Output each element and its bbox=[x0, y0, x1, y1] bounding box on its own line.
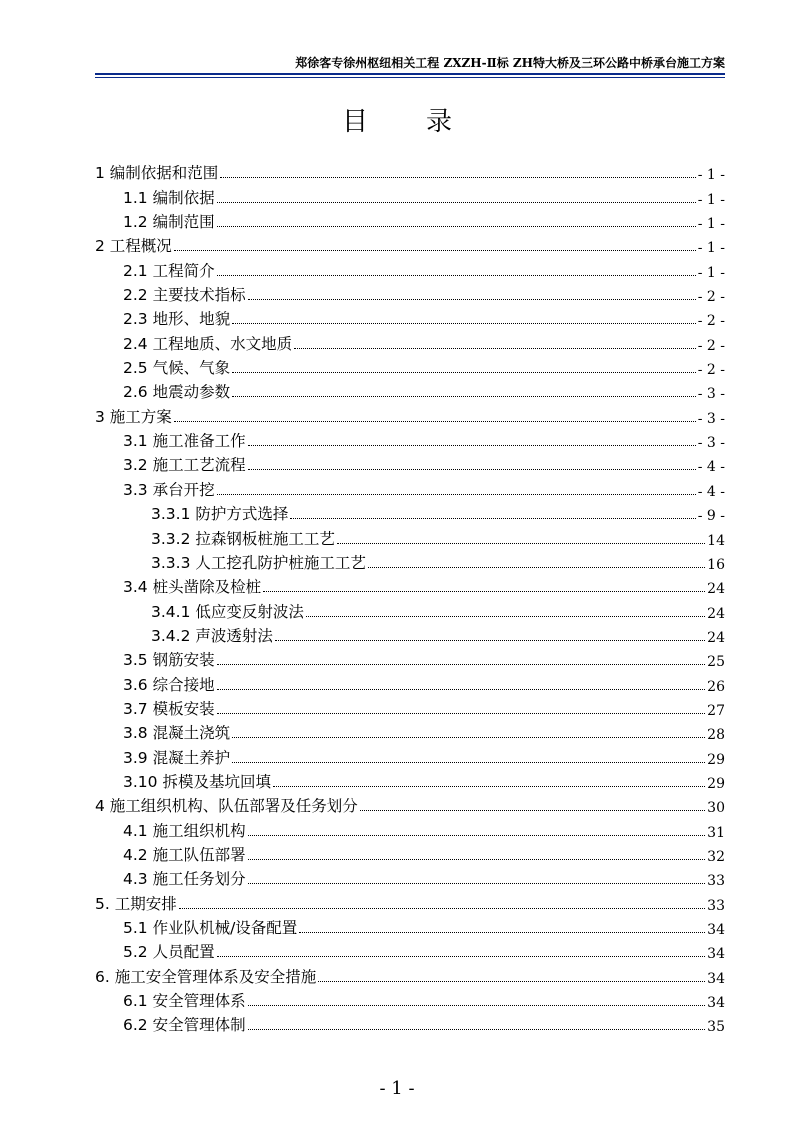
toc-entry-label: 6.2 安全管理体制 bbox=[123, 1016, 246, 1035]
toc-entry[interactable] bbox=[95, 208, 725, 232]
toc-entry[interactable] bbox=[95, 622, 725, 646]
header-rule bbox=[95, 73, 725, 75]
toc-entry-page: - 1 - bbox=[697, 167, 725, 184]
toc-entry-page: 16 bbox=[707, 556, 725, 573]
toc-entry-label: 3.6 综合接地 bbox=[123, 675, 215, 694]
toc-dot-leader bbox=[217, 956, 706, 957]
header-rule-thin bbox=[95, 77, 725, 78]
toc-dot-leader bbox=[217, 689, 706, 690]
toc-entry[interactable] bbox=[95, 962, 725, 986]
toc-entry[interactable] bbox=[95, 889, 725, 913]
toc-entry-label: 6.1 安全管理体系 bbox=[123, 992, 246, 1011]
toc-dot-leader bbox=[179, 908, 705, 909]
toc-entry[interactable] bbox=[95, 670, 725, 694]
toc-entry-page: - 4 - bbox=[697, 483, 725, 500]
toc-entry-label: 6. 施工安全管理体系及安全措施 bbox=[95, 967, 317, 986]
toc-dot-leader bbox=[220, 177, 695, 178]
toc-dot-leader bbox=[217, 275, 696, 276]
toc-entry-page: 29 bbox=[707, 751, 725, 768]
toc-entry[interactable] bbox=[95, 329, 725, 353]
toc-entry[interactable] bbox=[95, 232, 725, 256]
toc-entry-page: 24 bbox=[707, 581, 725, 598]
toc-dot-leader bbox=[232, 323, 696, 324]
toc-dot-leader bbox=[360, 810, 705, 811]
toc-entry-page: - 1 - bbox=[697, 264, 725, 281]
toc-entry[interactable] bbox=[95, 281, 725, 305]
toc-entry-label: 3.4 桩头凿除及检桩 bbox=[123, 578, 262, 597]
toc-dot-leader bbox=[273, 786, 705, 787]
toc-entry[interactable] bbox=[95, 987, 725, 1011]
toc-entry[interactable] bbox=[95, 500, 725, 524]
toc-entry-label: 4.3 施工任务划分 bbox=[123, 870, 246, 889]
toc-entry[interactable] bbox=[95, 816, 725, 840]
toc-dot-leader bbox=[217, 494, 696, 495]
toc-entry-page: - 3 - bbox=[697, 435, 725, 452]
running-header: 郑徐客专徐州枢纽相关工程 ZXZH-Ⅱ标 ZH特大桥及三环公路中桥承台施工方案 bbox=[295, 56, 725, 70]
toc-entry-page: 34 bbox=[707, 946, 725, 963]
toc-entry[interactable] bbox=[95, 159, 725, 183]
toc-entry-label: 5. 工期安排 bbox=[95, 894, 177, 913]
toc-dot-leader bbox=[248, 883, 706, 884]
toc-entry-label: 2.1 工程简介 bbox=[123, 261, 215, 280]
toc-entry-page: - 4 - bbox=[697, 459, 725, 476]
toc-dot-leader bbox=[217, 226, 696, 227]
toc-entry-label: 3.2 施工工艺流程 bbox=[123, 456, 246, 475]
toc-entry-label: 4 施工组织机构、队伍部署及任务划分 bbox=[95, 797, 358, 816]
toc-entry-page: - 2 - bbox=[697, 362, 725, 379]
toc-entry[interactable] bbox=[95, 402, 725, 426]
toc-dot-leader bbox=[232, 737, 705, 738]
toc-dot-leader bbox=[337, 543, 705, 544]
toc-entry[interactable] bbox=[95, 378, 725, 402]
toc-entry[interactable] bbox=[95, 938, 725, 962]
toc-dot-leader bbox=[318, 981, 705, 982]
toc-title: 目录 bbox=[341, 107, 510, 137]
toc-entry-page: 34 bbox=[707, 970, 725, 987]
toc-entry[interactable] bbox=[95, 451, 725, 475]
toc-entry-page: 31 bbox=[707, 824, 725, 841]
toc-entry[interactable] bbox=[95, 549, 725, 573]
toc-entry-label: 4.2 施工队伍部署 bbox=[123, 845, 246, 864]
toc-entry-page: - 1 - bbox=[697, 240, 725, 257]
toc-dot-leader bbox=[174, 421, 696, 422]
toc-entry-page: 32 bbox=[707, 848, 725, 865]
toc-dot-leader bbox=[248, 859, 706, 860]
toc-entry[interactable] bbox=[95, 305, 725, 329]
toc-entry-label: 2.2 主要技术指标 bbox=[123, 286, 246, 305]
toc-entry-label: 3 施工方案 bbox=[95, 407, 172, 426]
toc-entry-label: 3.4.2 声波透射法 bbox=[151, 626, 273, 645]
toc-entry-label: 5.2 人员配置 bbox=[123, 943, 215, 962]
toc-entry-page: - 2 - bbox=[697, 313, 725, 330]
toc-entry-page: 28 bbox=[707, 727, 725, 744]
toc-dot-leader bbox=[306, 616, 705, 617]
toc-entry[interactable] bbox=[95, 743, 725, 767]
toc-dot-leader bbox=[248, 445, 696, 446]
toc-entry[interactable] bbox=[95, 768, 725, 792]
toc-dot-leader bbox=[275, 640, 705, 641]
toc-dot-leader bbox=[248, 299, 696, 300]
toc-dot-leader bbox=[232, 372, 696, 373]
toc-entry-page: - 2 - bbox=[697, 337, 725, 354]
toc-entry-label: 3.3.2 拉森钢板桩施工工艺 bbox=[151, 529, 335, 548]
toc-entry-page: 33 bbox=[707, 873, 725, 890]
toc-dot-leader bbox=[217, 202, 696, 203]
toc-entry-label: 3.3 承台开挖 bbox=[123, 480, 215, 499]
toc-entry-page: - 1 - bbox=[697, 191, 725, 208]
toc-entry[interactable] bbox=[95, 573, 725, 597]
toc-entry-page: 27 bbox=[707, 702, 725, 719]
toc-dot-leader bbox=[294, 348, 696, 349]
toc-entry-label: 2.4 工程地质、水文地质 bbox=[123, 334, 293, 353]
toc-dot-leader bbox=[299, 932, 705, 933]
toc-entry[interactable] bbox=[95, 475, 725, 499]
toc-dot-leader bbox=[232, 396, 696, 397]
toc-dot-leader bbox=[290, 518, 695, 519]
toc-entry[interactable] bbox=[95, 865, 725, 889]
toc-entry-label: 4.1 施工组织机构 bbox=[123, 821, 246, 840]
toc-dot-leader bbox=[174, 250, 696, 251]
toc-entry[interactable] bbox=[95, 695, 725, 719]
toc-entry-label: 2.5 气候、气象 bbox=[123, 359, 231, 378]
toc-dot-leader bbox=[263, 591, 705, 592]
toc-entry-page: 30 bbox=[707, 800, 725, 817]
toc-entry-label: 2.3 地形、地貌 bbox=[123, 310, 231, 329]
page-number: - 1 - bbox=[379, 1078, 415, 1099]
toc-entry-page: 24 bbox=[707, 629, 725, 646]
toc-entry-label: 2 工程概况 bbox=[95, 237, 172, 256]
toc-entry-label: 2.6 地震动参数 bbox=[123, 383, 231, 402]
toc-entry-page: 24 bbox=[707, 605, 725, 622]
toc-entry[interactable] bbox=[95, 597, 725, 621]
toc-entry[interactable] bbox=[95, 183, 725, 207]
toc-entry-label: 3.8 混凝土浇筑 bbox=[123, 724, 231, 743]
toc-entry-page: - 2 - bbox=[697, 289, 725, 306]
toc-entry[interactable] bbox=[95, 646, 725, 670]
toc-entry[interactable] bbox=[95, 792, 725, 816]
toc-entry-label: 3.5 钢筋安装 bbox=[123, 651, 215, 670]
toc-entry-label: 1.2 编制范围 bbox=[123, 213, 215, 232]
toc-entry-page: 29 bbox=[707, 775, 725, 792]
toc-entry-page: 35 bbox=[707, 1019, 725, 1036]
toc-entry-page: 14 bbox=[707, 532, 725, 549]
toc-entry[interactable] bbox=[95, 719, 725, 743]
toc-entry[interactable] bbox=[95, 524, 725, 548]
toc-entry-label: 3.1 施工准备工作 bbox=[123, 432, 246, 451]
toc-entry-page: - 1 - bbox=[697, 216, 725, 233]
toc-entry[interactable] bbox=[95, 354, 725, 378]
toc-entry-label: 1.1 编制依据 bbox=[123, 188, 215, 207]
toc-entry-label: 3.7 模板安装 bbox=[123, 699, 215, 718]
toc-dot-leader bbox=[248, 469, 696, 470]
toc-entry-page: 25 bbox=[707, 654, 725, 671]
toc-dot-leader bbox=[217, 664, 706, 665]
toc-entry-label: 1 编制依据和范围 bbox=[95, 164, 219, 183]
toc-dot-leader bbox=[248, 835, 706, 836]
toc-entry[interactable] bbox=[95, 256, 725, 280]
toc-entry-page: 26 bbox=[707, 678, 725, 695]
toc-entry[interactable] bbox=[95, 841, 725, 865]
toc-entry-page: - 3 - bbox=[697, 386, 725, 403]
toc-dot-leader bbox=[248, 1029, 706, 1030]
toc-entry-label: 3.10 拆模及基坑回填 bbox=[123, 772, 271, 791]
toc-entry-page: 34 bbox=[707, 995, 725, 1012]
toc-entry[interactable] bbox=[95, 427, 725, 451]
toc-entry-page: 34 bbox=[707, 922, 725, 938]
toc-entry-page: 33 bbox=[707, 897, 725, 914]
toc-entry-label: 3.9 混凝土养护 bbox=[123, 748, 231, 767]
toc-dot-leader bbox=[232, 762, 705, 763]
toc-entry-label: 3.3.3 人工挖孔防护桩施工工艺 bbox=[151, 553, 366, 572]
toc-entry-page: - 9 - bbox=[697, 508, 725, 525]
toc-entry-label: 5.1 作业队机械/设备配置 bbox=[123, 919, 298, 937]
toc-entry-label: 3.4.1 低应变反射波法 bbox=[151, 602, 304, 621]
toc-entry[interactable] bbox=[95, 1011, 725, 1035]
toc-dot-leader bbox=[248, 1005, 706, 1006]
toc-dot-leader bbox=[217, 713, 706, 714]
toc-entry[interactable] bbox=[95, 914, 725, 938]
toc-dot-leader bbox=[368, 567, 705, 568]
toc-entry-label: 3.3.1 防护方式选择 bbox=[151, 505, 289, 524]
table-of-contents bbox=[95, 159, 725, 1035]
toc-entry-page: - 3 - bbox=[697, 410, 725, 427]
